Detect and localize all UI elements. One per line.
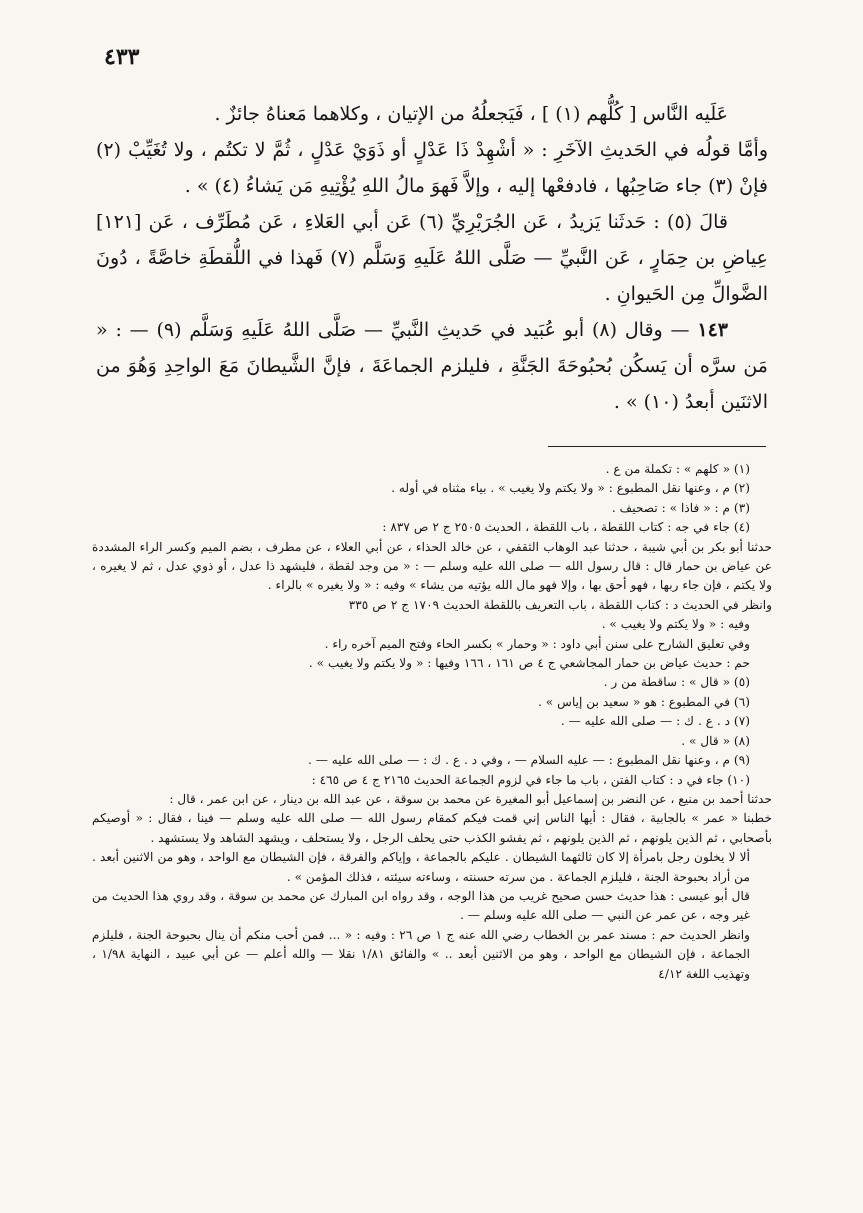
footnote: (٤) جاء في جه : كتاب اللقطة ، باب اللقطة ، الحديث ٢٥٠٥ ج ٢ ص ٨٣٧ : (382, 520, 750, 535)
footnote-continuation: حم : حديث عياض بن حمار المجاشعي ج ٤ ص ١٦١ ، ١٦٦ وفيها : « ولا يكتم ولا يغيب » . (308, 656, 750, 671)
footnote: (٨) « قال » . (681, 733, 750, 748)
footnote-continuation: وفي تعليق الشارح على سنن أبي داود : « وحمار » بكسر الحاء وفتح الميم آخره راء . (324, 636, 750, 651)
footnote-continuation: وانظر الحديث حم : مسند عمر بن الخطاب رضي الله عنه ج ١ ص ٢٦ : وفيه : « ... فمن أحب منكم أن ينال بحبوحة الجنة ، فليلزم الجماعة ، فإن الشيطان مع الواحد ، وهو من الاثنين أبعد .. » والفائق ١/٨١ نقلا — والله أعلم — عن أبي عبيد ، النهاية ١/٩٨ ، وتهذيب اللغة ٤/١٢ (92, 927, 751, 981)
footnote: (٩) م ، وعنها نقل المطبوع : — عليه السلام — ، وفي د . ع . ك : — صلى الله عليه — . (307, 753, 750, 768)
hadith-number: ١٤٣ (697, 319, 728, 341)
main-paragraph: عَلَيه النَّاس [ كُلُّهم (١) ] ، فَيَجعلُهُ من الإتيان ، وكلاهما مَعناهُ جائزٌ . (214, 103, 728, 125)
footnote-continuation: وفيه : « ولا يكتم ولا يغيب » . (601, 617, 750, 632)
main-paragraph: قالَ (٥) : حَدثَنا يَزيدُ ، عَن الجُرَيْرِيِّ (٦) عَن أبي العَلاءِ ، عَن مُطَرِّف ، عَن [١٢١] عِياضِ بن حِمَارٍ ، عَن النَّبيِّ — صَلَّى اللهُ عَلَيهِ وَسَلَّم (٧) فَهذا في اللُّقطَةِ خاصَّةً ، دُونَ الضَّوالِّ مِن الحَيوانِ . (96, 211, 768, 305)
footnote-continuation: خطبنا « عمر » بالجابية ، فقال : أيها الناس إني قمت فيكم كمقام رسول الله — صلى الله عليه وسلم — فينا ، فقال : « أوصيكم بأصحابي ، ثم الذين يلونهم ، ثم الذين يلونهم ، ثم يفشو الكذب حتى يحلف الرجل ، ولا يستحلف ، ويشهد الشاهد ولا يستشهد . (92, 811, 772, 845)
page-number: ٤٣٣ (104, 44, 140, 70)
footnote-continuation: ألا لا يخلون رجل بامرأة إلا كان ثالثهما الشيطان . عليكم بالجماعة ، وإياكم والفرقة ، فإن الشيطان مع الواحد ، وهو من الاثنين أبعد . من أراد بحبوحة الجنة ، فليلزم الجماعة . من سرته حسنته ، وساءته سيئته ، فذلك المؤمن » . (92, 850, 750, 884)
main-paragraph: وأمَّا قولُه في الحَديثِ الآخَرِ : « أشْهِدْ ذَا عَدْلٍ أو ذَوَيْ عَدْلٍ ، ثُمَّ لا تكتُم ، ولا تُغَيِّبْ (٢) فإنْ (٣) جاء صَاحِبُها ، فادفعْها إليه ، وإلاَّ فَهوَ مالُ اللهِ يُؤْتِيهِ مَن يَشاءُ (٤) » . (96, 139, 768, 197)
footnote: (١٠) جاء في د : كتاب الفتن ، باب ما جاء في لزوم الجماعة الحديث ٢١٦٥ ج ٤ ص ٤٦٥ : (311, 772, 750, 787)
footnote: (٧) د . ع . ك : — صلى الله عليه — . (560, 714, 750, 729)
main-text (96, 96, 768, 420)
footnote-continuation: حدثنا أبو بكر بن أبي شيبة ، حدثنا عبد الوهاب الثقفي ، عن خالد الحذاء ، عن أبي العلاء ، عن مطرف ، بضم الميم وكسر الراء المشددة عن عياض بن حمار قال : قال رسول الله — صلى الله عليه وسلم — : « من وجد لقطة ، فليشهد ذا عدل ، أو ذوي عدل ، ثم لا يغيره ، ولا يكتم ، فإن جاء ربها ، فهو أحق بها ، وإلا فهو مال الله يؤتيه من يشاء » وفيه : « ولا يغيره » بالراء . (92, 539, 772, 593)
footnote-separator (548, 446, 766, 447)
main-paragraph-hadith-143 (96, 312, 768, 420)
footnote: (٣) م : « فاذا » : تصحيف . (611, 500, 750, 515)
footnote: (٦) في المطبوع : هو « سعيد بن إياس » . (537, 694, 750, 709)
footnote: (٢) م ، وعنها نقل المطبوع : « ولا يكتم ولا يغيب » . بياء مثناه في أوله . (391, 481, 750, 496)
footnote: (١) « كلهم » : تكملة من ع . (605, 462, 750, 476)
footnotes (92, 460, 772, 984)
footnote-continuation: قال أبو عيسى : هذا حديث حسن صحيح غريب من هذا الوجه ، وقد رواه ابن المبارك عن محمد بن سوقة ، وقد روي هذا الحديث من غير وجه ، عن عمر عن النبي — صلى الله عليه وسلم — . (92, 888, 750, 923)
footnote: (٥) « قال » : ساقطة من ر . (603, 675, 750, 690)
hadith-text: — وقال (٨) أبو عُبَيد في حَديثِ النَّبيِّ — صَلَّى اللهُ عَلَيهِ وَسَلَّم (٩) — : « مَن سرَّه أن يَسكُن بُحبُوحَةَ الجَنَّةِ ، فليلزم الجماعَةَ ، فإنَّ الشَّيطانَ مَعَ الواحِدِ وَهُوَ من الاثنَين أبعدُ (١٠) » . (96, 319, 768, 413)
footnote-continuation: حدثنا أحمد بن منيع ، عن النضر بن إسماعيل أبو المغيرة عن محمد بن سوقة ، عن عبد الله بن دينار ، عن ابن عمر ، قال : (169, 791, 772, 806)
footnote-continuation: وانظر في الحديث د : كتاب اللقطة ، باب التعريف باللقطة الحديث ١٧٠٩ ج ٢ ص ٣٣٥ (348, 597, 772, 612)
